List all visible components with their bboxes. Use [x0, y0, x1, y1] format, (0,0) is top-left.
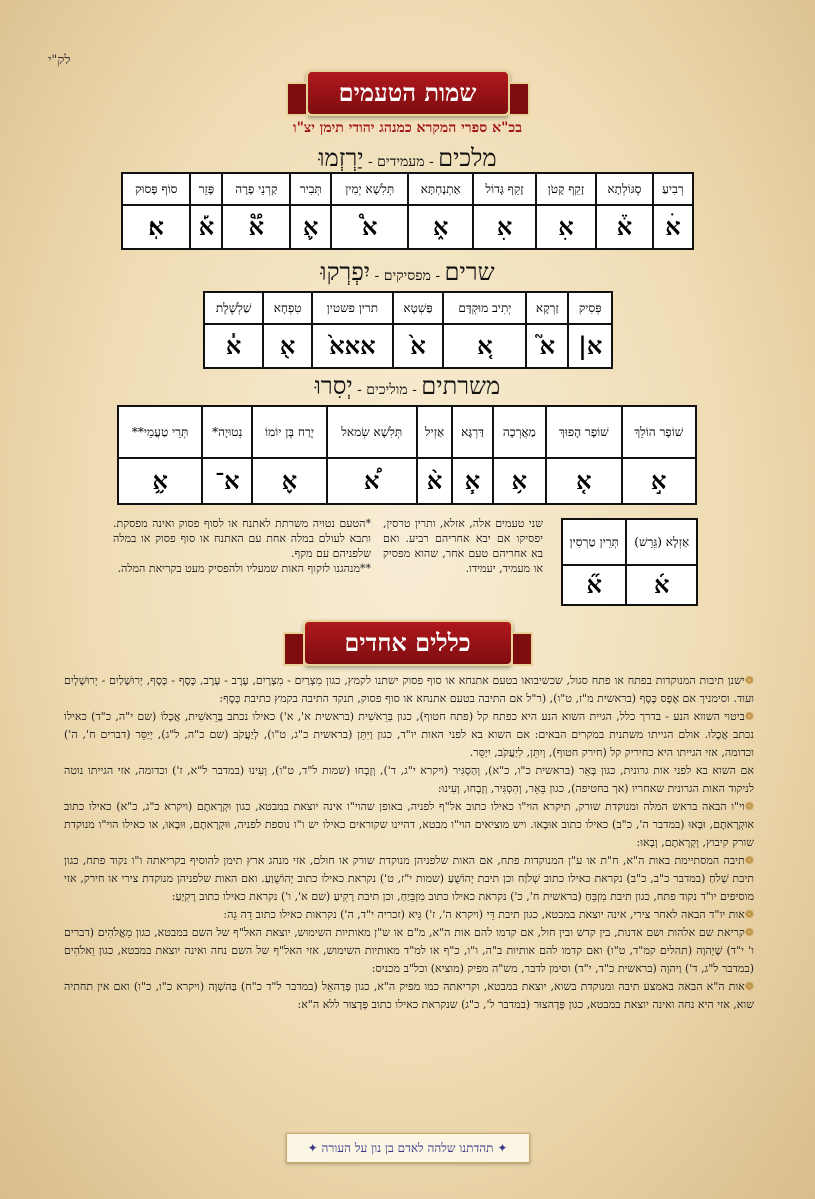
taam-mark: א֜ [626, 565, 697, 605]
rules-banner: כללים אחדים [303, 620, 513, 666]
officers-sub: מפסיקים [383, 268, 431, 284]
officers-table [203, 291, 613, 369]
servants-table [117, 405, 697, 505]
taam-name: מַאֲרְכָה [493, 406, 547, 458]
rule-paragraph: ❁ביטוי השווא הנע - בדרך כלל, הגיית השוא הנע היא כפתח קל (פתח חטוף), כגון בְּרֵאשִׁית (בראשית א', א') כאילו נכתב בֲּרֵאשִׁית, אֲכָלוֹ (שם י"ה, כ"ד) כאילו נכתב אֲכֶלוּ. אולם הגייתו משתנית במקרים הבאים: אם השוא בא לפני האות יו"ד, כגון וַיִּתֵּן (בראשית כ"ג, ט"ו), לְיַעֲקֹב (שם כ"ה, ל"ג), יְיַסֵּר (דברים ח', ה') וכדומה, אזי הגייתו היא כחיריק קל (חירק חטוף), וְיִתֵּן, לִיַעֲקֹב, יִיַסֵּר. [64, 710, 754, 759]
taam-name: אַזְיל [417, 406, 453, 458]
footnotes [113, 516, 371, 576]
taam-mark: א֛ [290, 205, 331, 249]
footer-box [286, 1133, 530, 1163]
taam-mark: א֮ [526, 324, 568, 368]
taam-mark: א֪ [252, 458, 326, 504]
taam-name: תְּרֵי טַעֲמֵי** [118, 406, 202, 458]
flower-bullet-icon: ❁ [744, 926, 754, 939]
table-row [118, 458, 696, 504]
taam-mark: א֣ [622, 458, 697, 504]
azla-tarsin-note: שני טעמים אלה, אזלא, ותרין טרסין, יפסיקו אם יבא אחריהם רביע. ואם בא אחריהם טעם אחר, שהוא מפסיק או מעמיד, יעמידו. [383, 517, 543, 575]
table-row [122, 173, 693, 205]
taam-name: תְּלִשָׁא שְׂמאל [327, 406, 417, 458]
taam-mark: אֽ׃ [122, 205, 190, 249]
taam-name: יֶרַח בֶּן יוֹמוֹ [252, 406, 326, 458]
footer-text: תהדתנו שלהה לאדם בן נון על העורה [321, 1141, 494, 1155]
footnote-trei-taamei: **מנהגנו לזקוף האות שמעליו ולהפסיק מעט בקריאת המלה. [117, 562, 371, 575]
taam-name: טִפְחָא [263, 292, 312, 324]
kings-sep1: - [424, 154, 439, 170]
officers-main: שרים [444, 258, 495, 286]
kings-sub: מעמידים [377, 154, 425, 170]
kings-main: מלכים [438, 144, 497, 172]
taam-name: תְּלִשָׁא יְמִין [331, 173, 408, 205]
table-row [562, 519, 697, 565]
taam-mark: א֡ [190, 205, 222, 249]
servants-sub: מוליכים [366, 382, 408, 398]
taam-mark: אאא֙ [312, 324, 393, 368]
rule-paragraph: ❁אות יו"ד הבאה לאחר צירי, אינה יוצאת במבטא, כגון תיבת דֵּי (ויקרא ה', ז') גֵּיא (זכריה י"ד, ה') נקראות כאילו כתוב דֵה גֵה: [223, 908, 754, 921]
taam-name: תְּבִיר [290, 173, 331, 205]
taam-mark: א־ [202, 458, 252, 504]
taam-mark: א֓ [204, 324, 263, 368]
servants-sep1: - [407, 382, 422, 398]
taam-name: תרין פשטין [312, 292, 393, 324]
taam-mark: א֩ [331, 205, 408, 249]
taam-mark: א֖ [263, 324, 312, 368]
taam-name: אַתְנָחְתָּא [408, 173, 473, 205]
ornament-icon: ✦ [307, 1141, 322, 1155]
taam-name: קַרְנֵי פָרָה [222, 173, 290, 205]
table-row [204, 324, 612, 368]
rules-section [64, 672, 754, 1014]
taam-mark: א| [568, 324, 612, 368]
taam-mark: א֞ [562, 565, 626, 605]
taam-name: תְּרֵין טַרְסִין [562, 519, 626, 565]
taam-mark: א֑ [408, 205, 473, 249]
azla-tarsin-table [561, 518, 698, 606]
taam-mark: א֒ [596, 205, 653, 249]
taam-name: סֶגּוֹלְתָא [596, 173, 653, 205]
servants-heading [0, 372, 815, 401]
taam-mark: א֤ [546, 458, 621, 504]
taam-mark: א֨ [417, 458, 453, 504]
page-corner-mark: לק"י [48, 53, 71, 68]
servants-sep2: - [352, 382, 367, 398]
flower-bullet-icon: ❁ [744, 854, 754, 867]
rule-paragraph: ❁ישנן תיבות המנוקדות בפתח או פתח סגול, שכשיבואו בטעם אתנחא או סוף פסוק ישתנו לקמץ, כגון מִצְרַיִם - מִצְרָיִם, עֶרֶב - עָרֶב, כֶּסֶף - כָּסֶף, יְרוּשָׁלַיִם - יְרוּשָׁלָיִם ועוד. וסימניך אם אֶפֶס כֶּסֶף (בראשית מ"ז, ט"ו), (ר"ל אם התיבה בטעם אתנחא או סוף פסוק, תנקד התיבה בקמץ כתיבת כָּסֶף: [64, 674, 754, 705]
taam-name: רְבִיעַ [653, 173, 693, 205]
taam-mark: אׅ [473, 205, 536, 249]
taam-name: זָקֵף גָּדוֹל [473, 173, 536, 205]
table-row [562, 565, 697, 605]
taam-name: סוֹף פָּסוּק [122, 173, 190, 205]
officers-sep2: - [370, 268, 384, 284]
taam-name: שׁוֹפָר הוֹלֵךְ [622, 406, 697, 458]
flower-bullet-icon: ❁ [744, 908, 754, 921]
flower-bullet-icon: ❁ [744, 800, 754, 813]
table-row [118, 406, 696, 458]
officers-sep1: - [430, 268, 445, 284]
taam-name: זָקֵף קָטֹן [536, 173, 596, 205]
taam-mark: א֚ [443, 324, 526, 368]
kings-sep2: - [363, 154, 378, 170]
taam-mark: א֟ [222, 205, 290, 249]
taam-name: דַּרְגָּא [452, 406, 492, 458]
taam-name: פַּשְׁטָא [393, 292, 444, 324]
taam-mark: א֠ [327, 458, 417, 504]
taam-mark: א֦ [118, 458, 202, 504]
rule-paragraph: אם השוא בא לפני אות גרונית, כגון בְּאֵר (בראשית כ"ו, כ"א), וְהַסְגִּיר (ויקרא י"ג, ד'), וְזָבְחוּ (שמות ל"ד, ט"ו), וְעִינוּ (במדבר ל"א, ז') וכדומה, אזי הגייתו נוטה לניקוד האות הגרונית שאחריו (אך בחטיפה), כגון בֵּאֵר, וְהִסְגִּיר, וְזָבָחוּ, וְעִינוּ: [64, 764, 754, 795]
taam-name: פְּסִיק [568, 292, 612, 324]
taam-mark: אׅ [536, 205, 596, 249]
subtitle: בכ"א ספרי המקרא כמנהג יהודי תימן יצ"ו [293, 120, 522, 136]
servants-mnemonic: יְסִרוּ [314, 372, 353, 400]
taam-name: שַׁלְשֶׁלֶת [204, 292, 263, 324]
taam-name: פָּזֵר [190, 173, 222, 205]
table-row [122, 205, 693, 249]
flower-bullet-icon: ❁ [744, 980, 754, 993]
kings-heading [0, 144, 815, 173]
taam-name: זַרְקָא [526, 292, 568, 324]
rule-paragraph: ❁תיבה המסתיימת באות ה"א, ח"ת או ע"ן המנוקדות פתח, אם האות שלפניהן מנוקדת שורק או חולם, אזי מנהג ארץ תימן להוסיף בקריאתה ו"ו נקוד פתח, כגון תיבת שְׁלֹחַ (במדבר כ"ב, כ"ב) נקראת כאילו כתוב שְׁלֹוַח וכן תיבת יְהוֹשֻׁעַ (שמות י"ז, ט') נקראת כאילו כתוב יְהוֹשֻׁוַעַ. ואם האות שלפניהן מנוקדת צירי או חירק, אזי מוסיפים יו"ד נקוד פתח, כגון תיבת מִזְבֵּחַ (בראשית ח', כ') נקראת כאילו כתוב מִזְבֵּיַחַ, וכן תיבת רָקִיעַ (שם א', ו') נקראת כאילו כתוב רָקִיַעַ: [64, 854, 754, 903]
table-row [204, 292, 612, 324]
officers-heading [0, 258, 815, 287]
rule-paragraph: ❁וי"ו הבאה בראש המלה ומנוקדת שורק, תיקרא הוי"ו כאילו כתוב אל"ף לפניה, באופן שהוי"ו אינה יוצאת במבטא, כגון וּקְרָאתֶם (ויקרא כ"ג, כ"א) כאילו כתוב אוּקְרָאתֶם, וּבָאוּ (במדבר ה', כ"ב) כאילו כתוב אוּבָאוּ. ויש מוציאים הוי"ו מבטא, דהיינו שקוראים כאילו יש ו"ו נוספת לפניה, וּוּקְרָאתֶם, וּוּבָאוּ, או כאילו הוי"ו מנוקדת שורק קיבוץ, וְקְרָאתֶם, וְבָאוּ: [64, 800, 754, 849]
officers-mnemonic: יִפְרְקוּ [320, 258, 371, 286]
taam-mark: אׄ [653, 205, 693, 249]
taam-mark: א֧ [452, 458, 492, 504]
taam-name: אַזְלָא (גֵּרֵשׁ) [626, 519, 697, 565]
kings-table [121, 172, 694, 250]
taam-name: שׁוֹפָר הָפוּךְ [546, 406, 621, 458]
taam-mark: א֙ [393, 324, 444, 368]
kings-mnemonic: יַרְזְמוּ [318, 144, 364, 172]
rule-paragraph: ❁אות ה"א הבאה באמצע תיבה ומנוקדת בשוא, יוצאת במבטא, וקריאתה כמו מפיק ה"א, כגון פְּדַהאֵל (במדבר ל"ד כ"ח) בַּהשְׁוָה (ויקרא כ"ו, כ"ו) ואם אין תחתיה שוא, אזי היא נחה ואינה יוצאת במבטא, כגון פְּדָהצוּר (במדבר ל', כ"ג) שנקראת כאילו כתוב פְּדָצוּר ללא ה"א: [64, 980, 754, 1011]
footnote-netuya: *הטעם נטויה משרתת לאתנח או לסוף פסוק ואינה מפסקת. ותבא לעולם במלה אחת עם האתנח או סוף פסוק או במלה שלפניהם עם מקף. [113, 517, 371, 560]
flower-bullet-icon: ❁ [744, 710, 754, 723]
taam-mark: א֥ [493, 458, 547, 504]
title-banner: שמות הטעמים [306, 70, 510, 116]
flower-bullet-icon: ❁ [744, 674, 754, 687]
ornament-icon: ✦ [493, 1141, 508, 1155]
servants-main: משרתים [421, 372, 501, 400]
taam-name: יְתִיב מוּקְדָּם [443, 292, 526, 324]
taam-name: נְטוּיָה* [202, 406, 252, 458]
rule-paragraph: ❁קריאת שם אלהות ושם אדנות, בין קדש ובין חול, אם קדמו להם אות ה"א, מ"ם או ש"ן מאותיות השימוש, יוצאת האל"ף של השם במבטא, כגון מֵאֱלֹהִים (דברים ו' י"ד) שֶׁיְהוָה (תהלים קמ"ד, ט"ו) ואם קדמו להם אותיות ב"ה, ו"ו, כ"ף או למ"ד מאותיות השימוש, אזי האל"ף של השם נחה ואינה יוצאת במבטא, כגון וֵאלֹהִים (במדבר ל"ג, ד') וַיהוָה (בראשית כ"ד, י"ד) וסימן לדבר, מש"ה מפיק (מוציא) וכל"ב מכניס: [64, 926, 754, 975]
